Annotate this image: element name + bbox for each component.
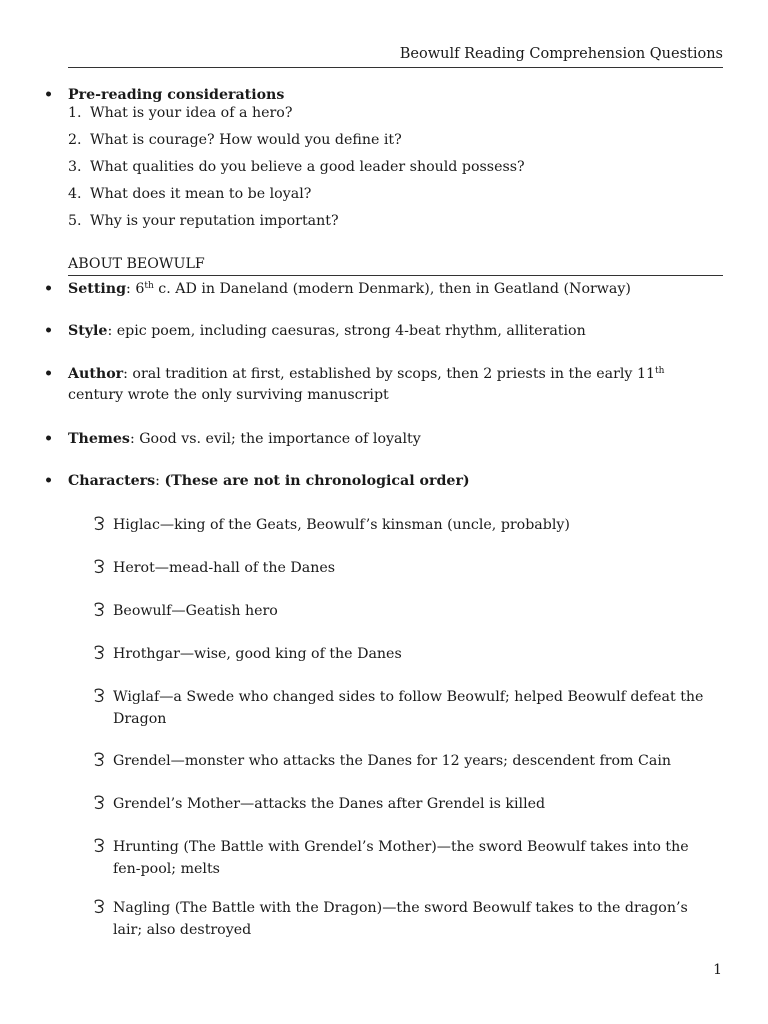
- setting-label: Setting: [68, 281, 127, 297]
- bullet-dot-icon: •: [44, 473, 54, 489]
- bullet-dot-icon: •: [44, 366, 54, 382]
- scroll-bullet-icon: [92, 515, 106, 531]
- setting-text: c. AD in Daneland (modern Denmark), then in Geatland (Norway): [153, 281, 631, 297]
- scroll-bullet-icon: [92, 794, 106, 810]
- scroll-bullet-icon: [92, 751, 106, 767]
- style-label: Style: [68, 323, 108, 339]
- scroll-bullet-icon: [92, 837, 106, 853]
- page-header: [68, 44, 723, 68]
- bullet-dot-icon: •: [44, 87, 54, 103]
- bullet-dot-icon: •: [44, 281, 54, 297]
- bullet-dot-icon: •: [44, 431, 54, 447]
- scroll-bullet-icon: [92, 644, 106, 660]
- characters-note: (These are not in chronological order): [164, 473, 470, 489]
- author-label: Author: [68, 366, 124, 382]
- author-text-cont: century wrote the only surviving manuscript: [68, 387, 389, 404]
- scroll-bullet-icon: [92, 601, 106, 617]
- prereading-heading: Pre-reading considerations: [68, 87, 285, 103]
- themes-text: : Good vs. evil; the importance of loyalty: [129, 431, 421, 447]
- section-heading-about: ABOUT BEOWULF: [68, 255, 723, 276]
- scroll-bullet-icon: [92, 687, 106, 703]
- style-text: : epic poem, including caesuras, strong 4-beat rhythm, alliteration: [107, 323, 586, 339]
- page-number: 1: [713, 962, 722, 978]
- scroll-bullet-icon: [92, 898, 106, 914]
- characters-label: Characters: [68, 473, 156, 489]
- scroll-bullet-icon: [92, 558, 106, 574]
- author-text: : oral tradition at first, established by scops, then 2 priests in the early 11: [123, 366, 655, 382]
- document-title: Beowulf Reading Comprehension Questions: [399, 46, 723, 62]
- themes-label: Themes: [68, 431, 130, 447]
- bullet-dot-icon: •: [44, 323, 54, 339]
